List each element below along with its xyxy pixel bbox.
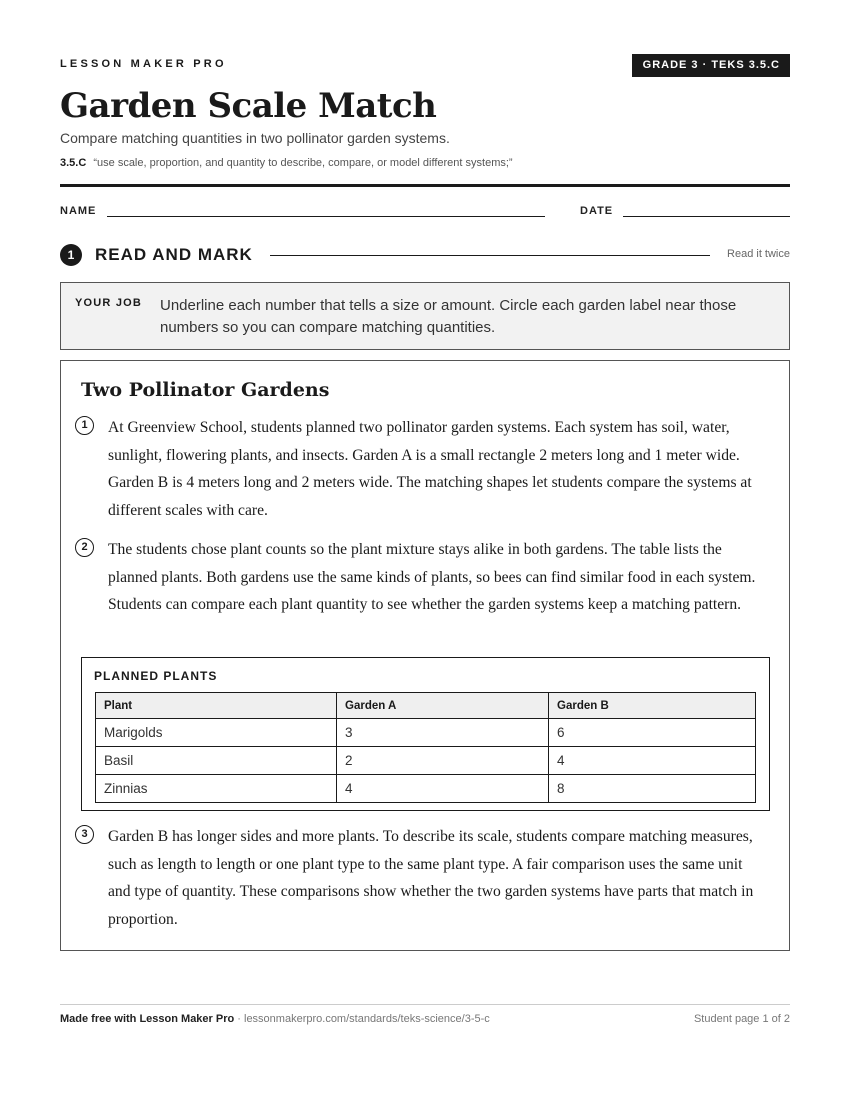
planned-plants-table <box>95 692 756 803</box>
paragraph-number: 2 <box>75 538 94 557</box>
table-cell: Basil <box>96 747 337 775</box>
table-header-row <box>96 693 756 719</box>
table-cell: 8 <box>549 775 756 803</box>
header-divider <box>60 184 790 187</box>
table-cell: Marigolds <box>96 719 337 747</box>
job-label: YOUR JOB <box>75 297 143 309</box>
footer-url[interactable]: lessonmakerpro.com/standards/teks-science/3-5-c <box>244 1013 490 1025</box>
table-title: PLANNED PLANTS <box>94 669 218 683</box>
table-cell: 4 <box>337 775 549 803</box>
date-field[interactable] <box>623 216 790 217</box>
reading-passage <box>60 360 790 951</box>
table-cell: 2 <box>337 747 549 775</box>
table-cell: 4 <box>549 747 756 775</box>
column-header: Garden A <box>337 693 549 719</box>
date-label: DATE <box>580 205 614 217</box>
footer-page-number: Student page 1 of 2 <box>693 1013 790 1025</box>
table-row <box>96 747 756 775</box>
standard-line <box>60 157 513 169</box>
passage-title: Two Pollinator Gardens <box>81 379 330 401</box>
section-number-badge: 1 <box>60 244 82 266</box>
column-header: Garden B <box>549 693 756 719</box>
table-cell: 3 <box>337 719 549 747</box>
section-title: READ AND MARK <box>95 245 253 264</box>
page-subtitle: Compare matching quantities in two pollinator garden systems. <box>60 130 450 146</box>
footer-divider <box>60 1004 790 1005</box>
paragraph-text: Garden B has longer sides and more plants. To describe its scale, students compare matching measures, such as length to length or one plant type to the same plant type. A fair comparison uses the same unit and type of quantity. These comparisons show whether the two garden systems have parts that match in proportion. <box>108 828 754 928</box>
standard-code: 3.5.C <box>60 157 87 169</box>
paragraph-number: 1 <box>75 416 94 435</box>
table-cell: 6 <box>549 719 756 747</box>
paragraph-text: At Greenview School, students planned two pollinator garden systems. Each system has soil, water, sunlight, flowering plants, and insects. Garden A is a small rectangle 2 meters long and 1 meter wide. Garden B is 4 meters long and 2 meters wide. The matching shapes let students compare the systems at different scales with care. <box>108 419 752 519</box>
footer-credit <box>60 1013 490 1025</box>
section-hint: Read it twice <box>727 248 790 260</box>
job-instructions: Underline each number that tells a size or amount. Circle each garden label near those numbers so you can compare matching quantities. <box>160 297 737 336</box>
name-label: NAME <box>60 205 97 217</box>
footer-separator: · <box>234 1013 244 1025</box>
planned-plants-table-box <box>81 657 770 811</box>
table-cell: Zinnias <box>96 775 337 803</box>
page-title: Garden Scale Match <box>60 86 437 126</box>
footer-made-text: Made free with Lesson Maker Pro <box>60 1013 235 1025</box>
table-row <box>96 775 756 803</box>
standard-text: “use scale, proportion, and quantity to describe, compare, or model different systems;” <box>93 157 513 169</box>
brand-name: LESSON MAKER PRO <box>60 58 227 70</box>
paragraph-text: The students chose plant counts so the plant mixture stays alike in both gardens. The table lists the planned plants. Both gardens use the same kinds of plants, so bees can find similar food in each system. Students can compare each plant quantity to see whether the garden systems keep a matching pattern. <box>108 541 756 613</box>
job-box <box>60 282 790 350</box>
column-header: Plant <box>96 693 337 719</box>
name-field[interactable] <box>107 216 545 217</box>
paragraph-number: 3 <box>75 825 94 844</box>
grade-badge: GRADE 3 · TEKS 3.5.C <box>632 54 790 77</box>
section-divider <box>270 255 710 256</box>
table-row <box>96 719 756 747</box>
